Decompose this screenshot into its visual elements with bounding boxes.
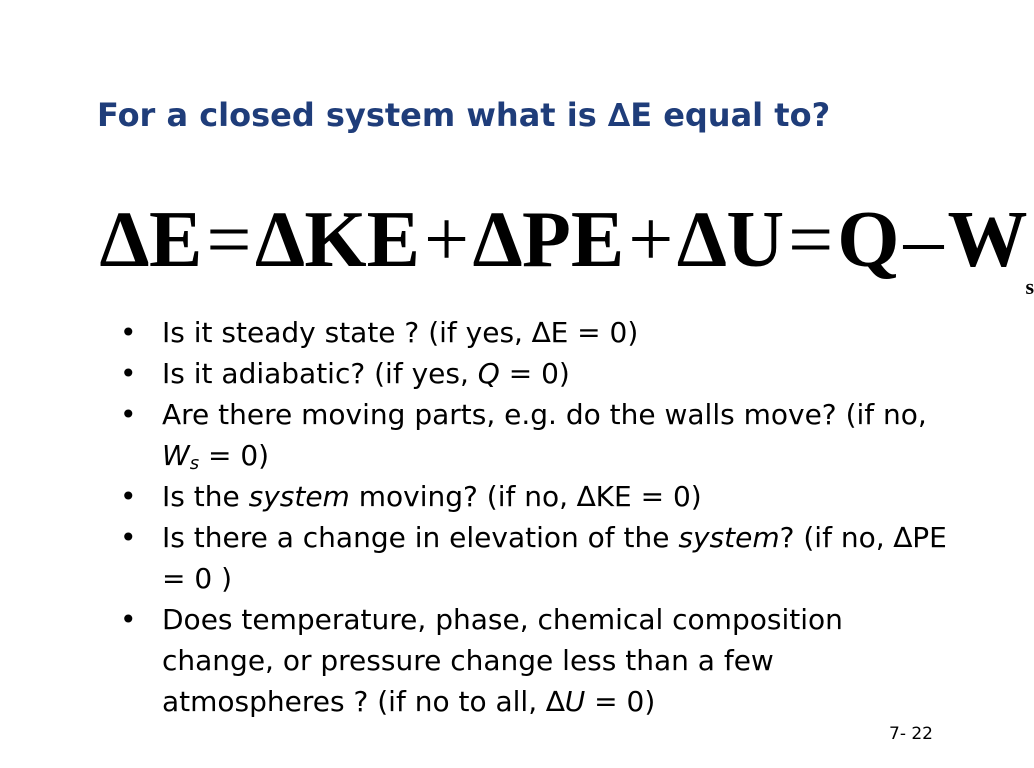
bullet-text: ? (if no, ∆PE = 0 ) (162, 521, 947, 595)
bullet-list (120, 312, 950, 722)
bullet-text: Are there moving parts, e.g. do the walls move? (if no, (162, 398, 927, 431)
page-number: 7- 22 (889, 724, 933, 744)
bullet-glyph: • (120, 521, 137, 554)
bullet-text-italic: Q (477, 357, 500, 390)
bullet-glyph: • (120, 357, 137, 390)
bullet-text: = 0) (585, 685, 656, 718)
eq-term-delta-u: ∆U (677, 196, 785, 284)
bullet-item (120, 312, 950, 353)
eq-equals-1: = (206, 196, 252, 284)
bullet-item (120, 353, 950, 394)
eq-equals-2: = (788, 196, 834, 284)
bullet-text-italic: W (162, 439, 190, 472)
bullet-text: = 0) (199, 439, 270, 472)
bullet-item (120, 599, 950, 722)
eq-term-w-subscript: s (1025, 274, 1034, 299)
bullet-text: Is the (162, 480, 249, 513)
eq-term-q: Q (837, 196, 900, 284)
slide-title: For a closed system what is ∆E equal to? (97, 96, 831, 134)
eq-term-w: W (947, 196, 1028, 284)
bullet-item (120, 394, 950, 476)
bullet-text-italic: system (678, 521, 780, 554)
bullet-text: = 0) (499, 357, 570, 390)
eq-plus-2: + (628, 196, 674, 284)
eq-term-delta-e: ∆E (100, 196, 203, 284)
bullet-glyph: • (120, 480, 137, 513)
bullet-item (120, 476, 950, 517)
bullet-text: Is it steady state ? (if yes, ∆E = 0) (162, 316, 639, 349)
bullet-text-subscript: s (189, 453, 200, 474)
eq-plus-1: + (423, 196, 470, 284)
eq-term-delta-ke: ∆KE (255, 196, 420, 284)
bullet-glyph: • (120, 398, 137, 431)
bullet-text-italic: U (564, 685, 586, 718)
bullet-text: Is it adiabatic? (if yes, (162, 357, 478, 390)
bullet-text: Does temperature, phase, chemical composition change, or pressure change less than a few atmospheres ? (if no to all, ∆ (162, 603, 843, 718)
bullet-text: moving? (if no, ∆KE = 0) (349, 480, 702, 513)
bullet-text: Is there a change in elevation of the (162, 521, 679, 554)
bullet-text-italic: system (248, 480, 350, 513)
bullet-item (120, 517, 950, 599)
eq-minus: – (903, 196, 944, 284)
bullet-glyph: • (120, 316, 137, 349)
energy-balance-equation (100, 192, 1034, 307)
bullet-glyph: • (120, 603, 137, 636)
eq-term-delta-pe: ∆PE (473, 196, 625, 284)
